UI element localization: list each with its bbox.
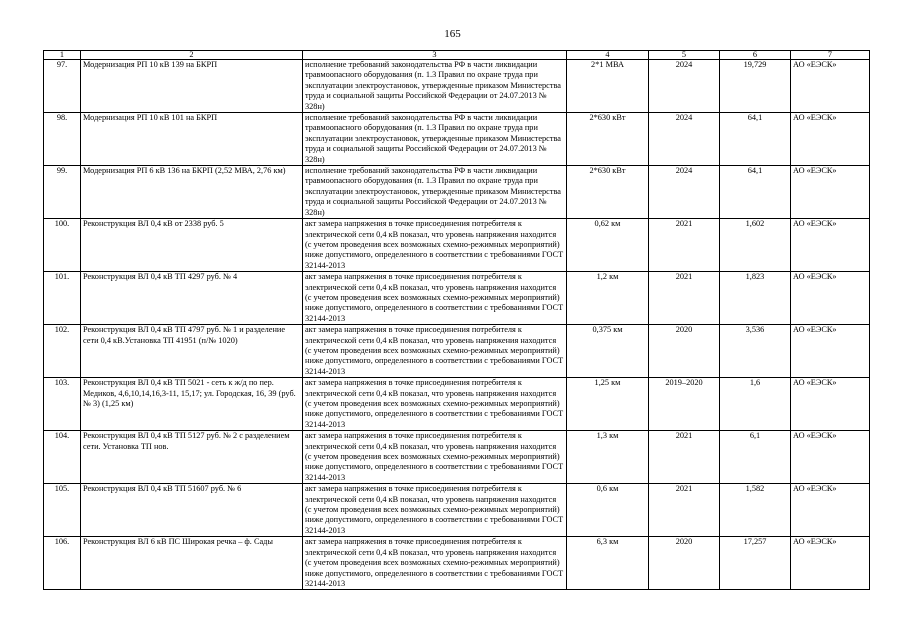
row-number: 106. <box>44 537 81 590</box>
year: 2024 <box>649 166 720 219</box>
row-number: 102. <box>44 325 81 378</box>
year: 2020 <box>649 325 720 378</box>
column-number-row <box>44 51 870 60</box>
table-row <box>44 325 870 378</box>
capacity: 1,25 км <box>567 378 649 431</box>
project-name: Реконструкция ВЛ 0,4 кВ ТП 4297 руб. № 4 <box>81 272 303 325</box>
cost: 1,602 <box>720 219 791 272</box>
column-header: 1 <box>44 51 81 60</box>
year: 2024 <box>649 113 720 166</box>
project-name: Реконструкция ВЛ 6 кВ ПС Широкая речка – ф. Сады <box>81 537 303 590</box>
project-name: Реконструкция ВЛ 0,4 кВ от 2338 руб. 5 <box>81 219 303 272</box>
table-row <box>44 484 870 537</box>
capacity: 0,375 км <box>567 325 649 378</box>
row-number: 104. <box>44 431 81 484</box>
capacity: 0,6 км <box>567 484 649 537</box>
justification: исполнение требований законодательства РФ в части ликвидации травмоопасного оборудования (п. 1.3 Правил по охране труда при эксплуатации электроустановок, утвержденные приказом Министерства труда и социальной защиты Российской Федерации от 24.07.2013 № 328н) <box>303 166 567 219</box>
table-row <box>44 431 870 484</box>
row-number: 99. <box>44 166 81 219</box>
project-name: Реконструкция ВЛ 0,4 кВ ТП 5021 - сеть к ж/д по пер. Медиков, 4,6,10,14,16,3-11, 15,17; ул. Городская, 16, 39 (руб. № 3) (1,25 км) <box>81 378 303 431</box>
year: 2024 <box>649 60 720 113</box>
cost: 17,257 <box>720 537 791 590</box>
table-row <box>44 378 870 431</box>
cost: 1,823 <box>720 272 791 325</box>
cost: 6,1 <box>720 431 791 484</box>
cost: 1,582 <box>720 484 791 537</box>
capacity: 1,2 км <box>567 272 649 325</box>
page-number: 165 <box>444 28 461 40</box>
cost: 3,536 <box>720 325 791 378</box>
justification: исполнение требований законодательства РФ в части ликвидации травмоопасного оборудования (п. 1.3 Правил по охране труда при эксплуатации электроустановок, утвержденные приказом Министерства труда и социальной защиты Российской Федерации от 24.07.2013 № 328н) <box>303 60 567 113</box>
project-name: Реконструкция ВЛ 0,4 кВ ТП 5127 руб. № 2 с разделением сети. Установка ТП нов. <box>81 431 303 484</box>
row-number: 103. <box>44 378 81 431</box>
year: 2020 <box>649 537 720 590</box>
justification: акт замера напряжения в точке присоединения потребителя к электрической сети 0,4 кВ показал, что уровень напряжения находится (с учетом проведения всех возможных схемно-режимных мероприятий) ниже допустимого, определенного в соответствии с требованиями ГОСТ 32144-2013 <box>303 537 567 590</box>
column-header: 6 <box>720 51 791 60</box>
capacity: 2*630 кВт <box>567 166 649 219</box>
table-row <box>44 113 870 166</box>
organization: АО «ЕЭСК» <box>791 166 870 219</box>
row-number: 105. <box>44 484 81 537</box>
organization: АО «ЕЭСК» <box>791 272 870 325</box>
year: 2019–2020 <box>649 378 720 431</box>
row-number: 97. <box>44 60 81 113</box>
organization: АО «ЕЭСК» <box>791 378 870 431</box>
justification: акт замера напряжения в точке присоединения потребителя к электрической сети 0,4 кВ показал, что уровень напряжения находится (с учетом проведения всех возможных схемно-режимных мероприятий) ниже допустимого, определенного в соответствии с требованиями ГОСТ 32144-2013 <box>303 219 567 272</box>
organization: АО «ЕЭСК» <box>791 113 870 166</box>
year: 2021 <box>649 272 720 325</box>
organization: АО «ЕЭСК» <box>791 484 870 537</box>
capacity: 1,3 км <box>567 431 649 484</box>
table-row <box>44 166 870 219</box>
justification: акт замера напряжения в точке присоединения потребителя к электрической сети 0,4 кВ показал, что уровень напряжения находится (с учетом проведения всех возможных схемно-режимных мероприятий) ниже допустимого, определенного в соответствии с требованиями ГОСТ 32144-2013 <box>303 431 567 484</box>
project-name: Реконструкция ВЛ 0,4 кВ ТП 4797 руб. № 1 и разделение сети 0,4 кВ.Установка ТП 41951 (п/№ 1020) <box>81 325 303 378</box>
organization: АО «ЕЭСК» <box>791 537 870 590</box>
project-name: Модернизация РП 6 кВ 136 на БКРП (2,52 МВА, 2,76 км) <box>81 166 303 219</box>
column-header: 7 <box>791 51 870 60</box>
investment-table <box>43 50 870 590</box>
year: 2021 <box>649 484 720 537</box>
project-name: Реконструкция ВЛ 0,4 кВ ТП 51607 руб. № 6 <box>81 484 303 537</box>
cost: 64,1 <box>720 166 791 219</box>
table-row <box>44 537 870 590</box>
column-header: 4 <box>567 51 649 60</box>
justification: акт замера напряжения в точке присоединения потребителя к электрической сети 0,4 кВ показал, что уровень напряжения находится (с учетом проведения всех возможных схемно-режимных мероприятий) ниже допустимого, определенного в соответствии с требованиями ГОСТ 32144-2013 <box>303 325 567 378</box>
justification: акт замера напряжения в точке присоединения потребителя к электрической сети 0,4 кВ показал, что уровень напряжения находится (с учетом проведения всех возможных схемно-режимных мероприятий) ниже допустимого, определенного в соответствии с требованиями ГОСТ 32144-2013 <box>303 272 567 325</box>
justification: акт замера напряжения в точке присоединения потребителя к электрической сети 0,4 кВ показал, что уровень напряжения находится (с учетом проведения всех возможных схемно-режимных мероприятий) ниже допустимого, определенного в соответствии с требованиями ГОСТ 32144-2013 <box>303 484 567 537</box>
row-number: 100. <box>44 219 81 272</box>
project-name: Модернизация РП 10 кВ 101 на БКРП <box>81 113 303 166</box>
cost: 1,6 <box>720 378 791 431</box>
year: 2021 <box>649 219 720 272</box>
table-row <box>44 219 870 272</box>
capacity: 6,3 км <box>567 537 649 590</box>
cost: 64,1 <box>720 113 791 166</box>
project-name: Модернизация РП 10 кВ 139 на БКРП <box>81 60 303 113</box>
justification: исполнение требований законодательства РФ в части ликвидации травмоопасного оборудования (п. 1.3 Правил по охране труда при эксплуатации электроустановок, утвержденные приказом Министерства труда и социальной защиты Российской Федерации от 24.07.2013 № 328н) <box>303 113 567 166</box>
capacity: 2*1 МВА <box>567 60 649 113</box>
organization: АО «ЕЭСК» <box>791 60 870 113</box>
justification: акт замера напряжения в точке присоединения потребителя к электрической сети 0,4 кВ показал, что уровень напряжения находится (с учетом проведения всех возможных схемно-режимных мероприятий) ниже допустимого, определенного в соответствии с требованиями ГОСТ 32144-2013 <box>303 378 567 431</box>
column-header: 3 <box>303 51 567 60</box>
organization: АО «ЕЭСК» <box>791 431 870 484</box>
column-header: 5 <box>649 51 720 60</box>
row-number: 98. <box>44 113 81 166</box>
organization: АО «ЕЭСК» <box>791 219 870 272</box>
cost: 19,729 <box>720 60 791 113</box>
table-row <box>44 60 870 113</box>
column-header: 2 <box>81 51 303 60</box>
capacity: 0,62 км <box>567 219 649 272</box>
row-number: 101. <box>44 272 81 325</box>
year: 2021 <box>649 431 720 484</box>
table-row <box>44 272 870 325</box>
organization: АО «ЕЭСК» <box>791 325 870 378</box>
capacity: 2*630 кВт <box>567 113 649 166</box>
